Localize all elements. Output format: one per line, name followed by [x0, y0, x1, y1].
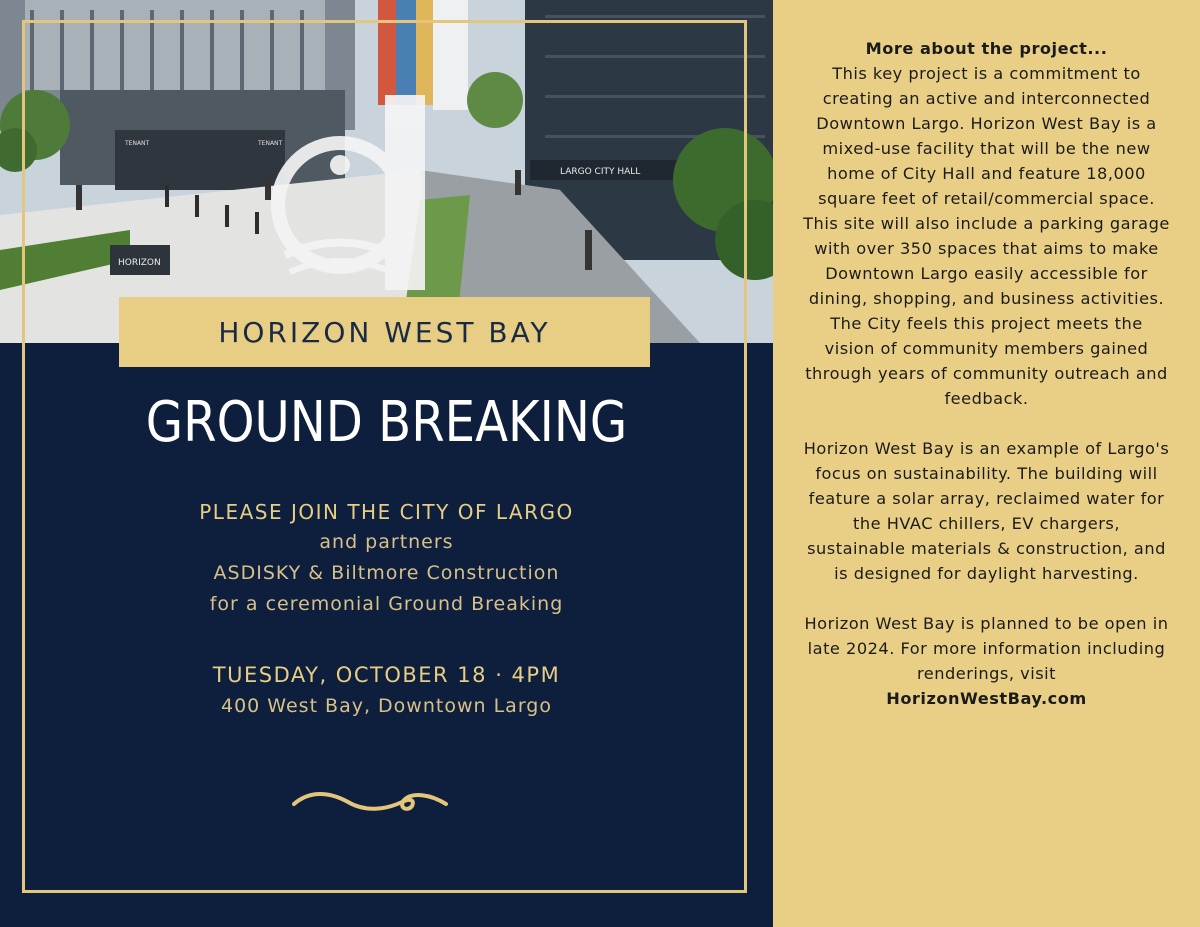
event-address: 400 West Bay, Downtown Largo — [221, 695, 552, 717]
project-info-column — [803, 36, 1170, 711]
decorative-flourish — [290, 786, 450, 818]
tenant-label: TENANT — [258, 140, 283, 147]
tenant-label: TENANT — [125, 140, 150, 147]
rendering-illustration — [0, 0, 773, 343]
project-info-panel — [773, 0, 1200, 927]
invitation-text — [0, 497, 773, 620]
invite-line-1: PLEASE JOIN THE CITY OF LARGO — [199, 500, 574, 524]
event-details — [0, 660, 773, 722]
project-info-heading: More about the project... — [865, 39, 1108, 58]
invite-line-2: and partners — [319, 531, 454, 553]
building-rendering — [0, 0, 773, 343]
project-name-banner — [119, 297, 650, 367]
project-info-paragraph-2: Horizon West Bay is an example of Largo's focus on sustainability. The building will feature a solar array, reclaimed water for the HVAC chillers, EV chargers, sustainable materials & construction, and is designed for daylight harvesting. — [803, 439, 1170, 583]
invite-line-3: ASDISKY & Biltmore Construction — [213, 562, 560, 584]
city-hall-sign: LARGO CITY HALL — [560, 167, 641, 177]
rendering-sign-text: HORIZON — [118, 258, 161, 268]
project-name: HORIZON WEST BAY — [218, 315, 551, 349]
ground-breaking-headline: GROUND BREAKING — [145, 390, 628, 455]
invite-line-4: for a ceremonial Ground Breaking — [209, 593, 564, 615]
event-date-time: TUESDAY, OCTOBER 18 · 4PM — [212, 663, 561, 687]
project-website-link[interactable]: HorizonWestBay.com — [886, 689, 1087, 708]
project-info-paragraph-1: This key project is a commitment to creating an active and interconnected Downtown Largo. Horizon West Bay is a mixed-use facility that will be the new home of City Hall and feature 18,000 square feet of retail/commercial space. This site will also include a parking garage with over 350 spaces that aims to make Downtown Largo easily accessible for dining, shopping, and business activities. The City feels this project meets the vision of community members gained through years of community outreach and feedback. — [803, 64, 1170, 408]
project-info-paragraph-3: Horizon West Bay is planned to be open in late 2024. For more information including renderings, visit — [804, 614, 1169, 683]
